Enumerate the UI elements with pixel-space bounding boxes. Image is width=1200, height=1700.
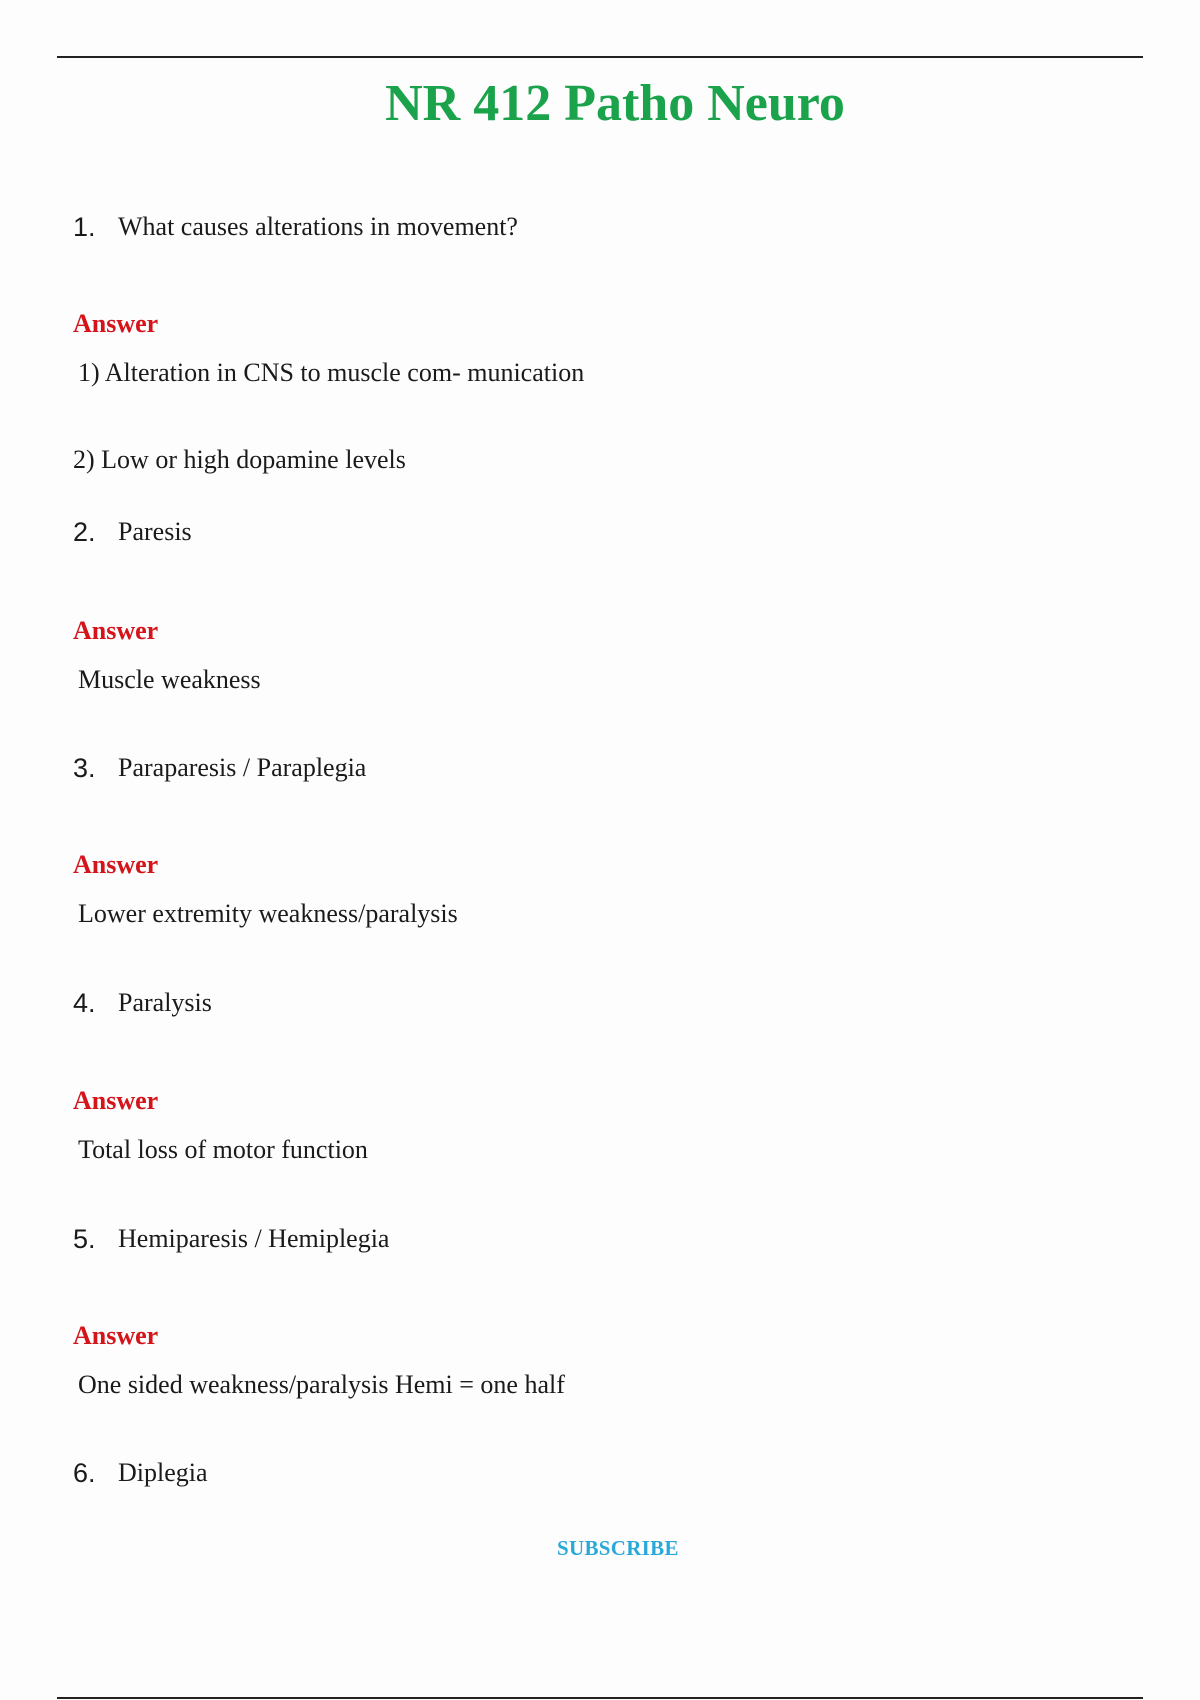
- top-rule: [57, 56, 1143, 58]
- question-text: Paralysis: [118, 988, 212, 1017]
- question-number: 6.: [73, 1458, 96, 1488]
- answer-text: Lower extremity weakness/paralysis: [78, 899, 458, 928]
- question-number: 2.: [73, 517, 96, 547]
- answer-text: Total loss of motor function: [78, 1135, 368, 1164]
- question-text: What causes alterations in movement?: [118, 212, 518, 241]
- bottom-rule: [57, 1697, 1143, 1699]
- question-number: 5.: [73, 1224, 96, 1254]
- question-text: Hemiparesis / Hemiplegia: [118, 1224, 390, 1253]
- answer-label: Answer: [73, 616, 159, 645]
- answer-text: One sided weakness/paralysis Hemi = one half: [78, 1370, 565, 1399]
- question-number: 3.: [73, 753, 96, 783]
- subscribe-link[interactable]: SUBSCRIBE: [557, 1536, 679, 1560]
- answer-label: Answer: [73, 309, 159, 338]
- question-number: 4.: [73, 988, 96, 1018]
- page-title: NR 412 Patho Neuro: [385, 75, 845, 132]
- answer-label: Answer: [73, 1086, 159, 1115]
- question-text: Diplegia: [118, 1458, 208, 1487]
- question-text: Paraparesis / Paraplegia: [118, 753, 367, 782]
- answer-text: Muscle weakness: [78, 665, 261, 694]
- answer-label: Answer: [73, 1321, 159, 1350]
- question-text: Paresis: [118, 517, 192, 546]
- answer-text: 1) Alteration in CNS to muscle com- munication: [78, 358, 585, 387]
- question-number: 1.: [73, 212, 96, 242]
- answer-text: 2) Low or high dopamine levels: [73, 445, 406, 474]
- answer-label: Answer: [73, 850, 159, 879]
